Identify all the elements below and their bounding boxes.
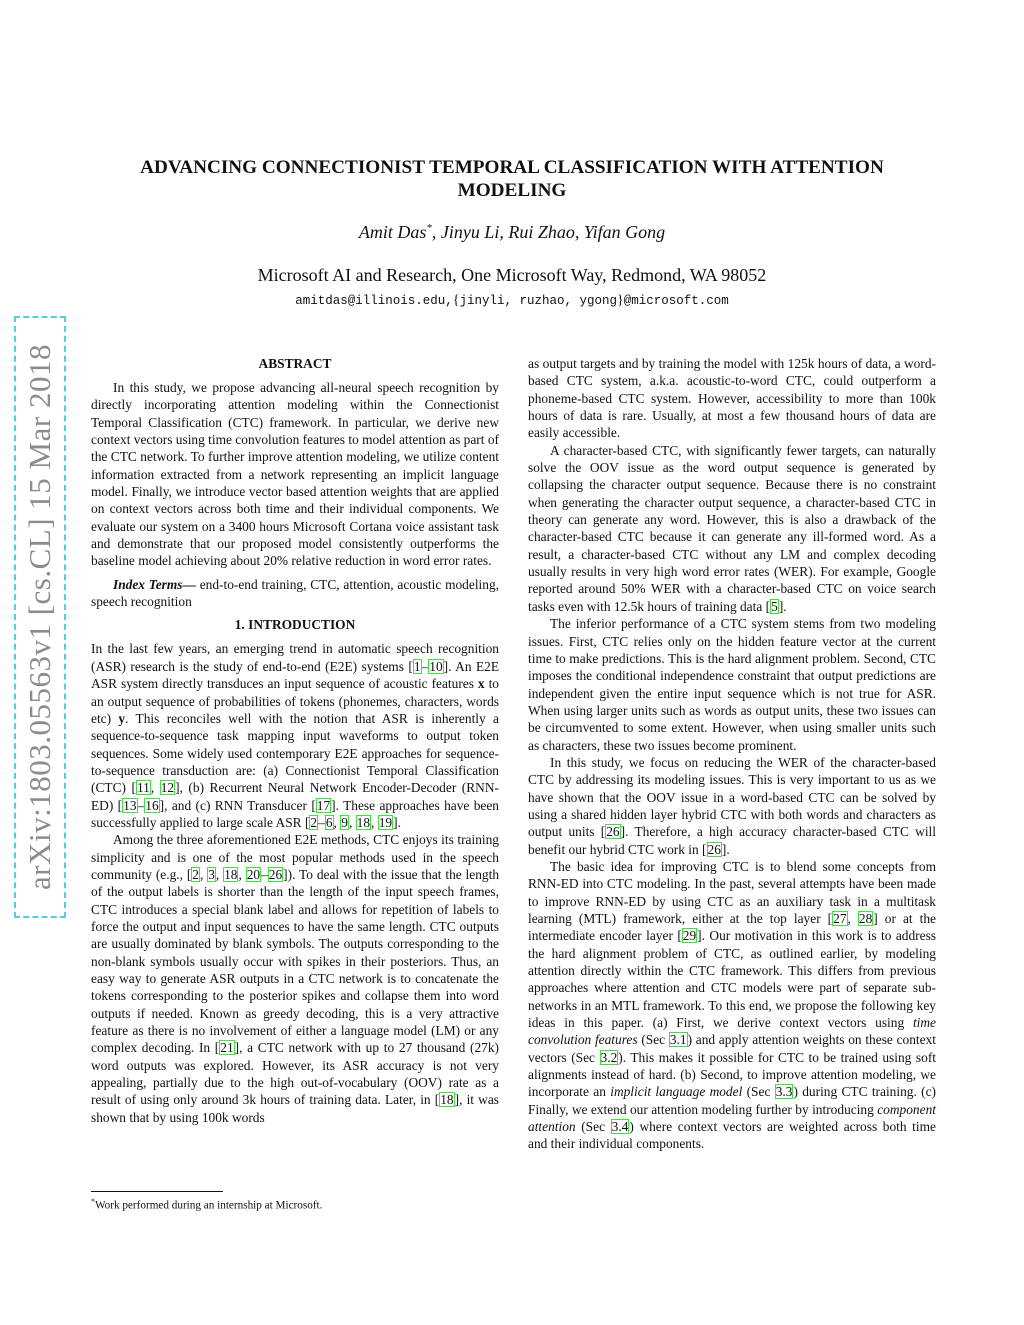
symbol-x: x	[477, 676, 485, 692]
text-run: ) during CTC training. (c) Finally, we extend our attention modeling further by introducing	[528, 1084, 936, 1117]
citation-link[interactable]: 2	[310, 814, 318, 830]
intro-heading: 1. INTRODUCTION	[234, 617, 356, 633]
citation-link[interactable]: 13	[123, 797, 137, 813]
text-run: –	[421, 658, 429, 674]
email-open-brace: {	[452, 293, 460, 308]
text-run: ].	[721, 841, 730, 857]
text-run: ].	[778, 598, 787, 614]
text-run: ], it was shown that by using 100k words	[91, 1092, 499, 1125]
symbol-y: y	[118, 710, 126, 726]
citation-link[interactable]: 18	[356, 814, 371, 830]
title-line-1: ADVANCING CONNECTIONIST TEMPORAL CLASSIFICATION WITH ATTENTION	[140, 157, 884, 178]
author-footnote-mark: *	[426, 222, 432, 234]
title-line-2: MODELING	[457, 180, 567, 201]
text-run: ].	[393, 814, 401, 830]
text-run: Among the three aforementioned E2E methods, CTC enjoys its training simplicity and is one of the most popular methods used in the speech community (e.g., [	[91, 832, 499, 882]
text-run: ,	[215, 866, 224, 882]
arxiv-stamp	[14, 316, 66, 918]
email-close-brace: }	[617, 293, 624, 308]
right-paragraph-3: The inferior performance of a CTC system stems from two modeling issues. First, CTC relies only on the hidden feature vector at the current time to make predictions. This is the hard alignment problem. Second, CTC imposes the conditional independence constraint that output predictions are independent given the entire input sequence which is not true for ASR. When using larger units such as words as output units, these two issues can be circumvented to some extent. However, when using smaller units such as characters, these two issues become prominent.	[528, 616, 936, 753]
text-run: ]. These approaches have been successfully applied to large scale ASR [	[91, 797, 499, 830]
intro-paragraph-1	[91, 640, 499, 831]
text-run: In the last few years, an emerging trend in automatic speech recognition (ASR) research is the study of end-to-end (E2E) systems [	[91, 641, 499, 674]
text-run: –	[318, 814, 325, 830]
citation-link[interactable]: 21	[220, 1040, 234, 1056]
right-paragraph-5	[528, 858, 936, 1153]
text-run: to an output sequence of probabilities of tokens (phonemes, characters, words etc)	[91, 676, 500, 726]
author-rest: , Jinyu Li, Rui Zhao, Yifan Gong	[431, 222, 666, 242]
text-run: ,	[847, 911, 858, 926]
intro-paragraph-2	[91, 831, 499, 1126]
section-link[interactable]: 3.2	[600, 1049, 618, 1065]
citation-link[interactable]: 27	[833, 911, 847, 926]
affiliation: Microsoft AI and Research, One Microsoft Way, Redmond, WA 98052	[257, 265, 767, 285]
citation-link[interactable]: 28	[858, 911, 873, 926]
emphasis: time convolution features	[528, 1015, 936, 1048]
right-paragraph-1: as output targets and by training the model with 125k hours of data, a word-based CTC system, a.k.a. acoustic-to-word CTC, could outperform a phoneme-based CTC system. However, accessibility to more than 100k hours of data is rare. Usually, at most a few thousand hours of data are easily accessible.	[528, 356, 936, 441]
text-run: ) where context vectors are weighted across both time and their individual components.	[528, 1119, 936, 1152]
email-primary: amitdas@illinois.edu,	[295, 294, 453, 308]
abstract-heading: ABSTRACT	[258, 356, 332, 371]
emphasis: component attention	[528, 1101, 936, 1135]
citation-link[interactable]: 10	[429, 658, 443, 674]
citation-link[interactable]: 20	[246, 866, 261, 882]
paper-title	[100, 156, 924, 202]
citation-link[interactable]: 16	[145, 797, 159, 813]
text-run: ,	[348, 814, 356, 830]
text-run: –	[261, 866, 268, 882]
citation-link[interactable]: 26	[707, 841, 721, 857]
text-run: ,	[199, 866, 208, 882]
emphasis: implicit language model	[610, 1084, 743, 1100]
text-run: A character-based CTC, with significantly fewer targets, can naturally solve the OOV issue as the word output sequence is generated by collapsing the character output sequence. Because there is no constraint when generating the character output sequence, a character-based CTC in theory can generate any word. However, this is also a drawback of the character-based CTC because it can generate any ill-formed word. As a result, a character-based CTC without any LM and complex decoding usually results in very high word error rates (WER). For example, Google reported around 50% WER with a character-based CTC on voice search tasks even with 12.5k hours of training data [	[528, 442, 936, 614]
citation-link[interactable]: 18	[224, 866, 238, 882]
citation-link[interactable]: 6	[325, 814, 333, 830]
citation-link[interactable]: 29	[682, 928, 697, 944]
section-link[interactable]: 3.3	[775, 1084, 793, 1100]
citation-link[interactable]: 2	[192, 866, 199, 882]
text-run: ,	[333, 814, 341, 830]
text-run: ). This makes it possible for CTC to be trained using soft alignments instead of hard. (b) Second, to improve attention modeling, we incorporate an	[528, 1049, 936, 1100]
citation-link[interactable]: 3	[208, 866, 215, 882]
index-terms-label: Index Terms—	[113, 576, 196, 592]
text-run: ] or at the intermediate encoder layer [	[528, 911, 936, 944]
citation-link[interactable]: 5	[771, 598, 778, 614]
footnote	[91, 1195, 499, 1213]
citation-link[interactable]: 11	[136, 780, 150, 796]
text-run: (Sec	[575, 1119, 611, 1135]
section-link[interactable]: 3.4	[611, 1119, 629, 1135]
author-first: Amit Das	[358, 222, 427, 242]
right-paragraph-4	[528, 754, 936, 858]
text-run: ], a CTC network with up to 27 thousand (27k) word outputs was explored. However, its ASR accuracy is not very appealing, partially due to the high out-of-vocabulary (OOV) rate as a result of using only around 3k hours of training data. Later, in [	[91, 1040, 499, 1108]
email-domain: @microsoft.com	[623, 294, 729, 308]
text-run: (Sec	[637, 1032, 669, 1048]
text-run: . This reconciles well with the notion that ASR is inherently a sequence-to-sequence task mapping input waveforms to output token sequences. Some widely used contemporary E2E approaches for sequence-to-sequence transduction are: (a) Connectionist Temporal Classification (CTC) [	[91, 710, 499, 796]
text-run: (Sec	[742, 1084, 775, 1100]
emails	[0, 293, 1024, 309]
citation-link[interactable]: 12	[160, 780, 175, 796]
text-run: In this study, we focus on reducing the WER of the character-based CTC by addressing its modeling issues. This is very important to us as we have shown that the OOV issue in a word-based CTC can be solved by using a shared hidden layer hybrid CTC with both words and characters as output units [	[528, 754, 936, 840]
section-link[interactable]: 3.1	[669, 1032, 687, 1048]
email-group: jinyli, ruzhao, ygong	[459, 294, 618, 308]
text-run: –	[137, 797, 145, 813]
footnote-mark: *	[91, 1197, 95, 1206]
right-column	[528, 355, 936, 1153]
abstract-text: In this study, we propose advancing all-neural speech recognition by directly incorporating attention modeling within the Connectionist Temporal Classification (CTC) framework. In particular, we derive new context vectors using time convolution features to model attention as part of the CTC network. To further improve attention modeling, we utilize content information extracted from a network representing an implicit language model. Finally, we introduce vector based attention weights that are applied on context vectors across both time and their individual components. We evaluate our system on a 3400 hours Microsoft Cortana voice assistant task and demonstrate that our proposed model consistently outperforms the baseline model achieving about 20% relative reduction in word error rates.	[91, 380, 499, 569]
left-column	[91, 355, 499, 1126]
text-run: The basic idea for improving CTC is to blend some concepts from RNN-ED into CTC modeling. In the past, several attempts have been made to improve RNN-ED by using CTC as an auxiliary task in a multitask learning (MTL) framework, either at the top layer [	[528, 858, 936, 926]
citation-link[interactable]: 18	[440, 1092, 454, 1108]
citation-link[interactable]: 9	[341, 814, 348, 830]
right-paragraph-2	[528, 442, 936, 615]
footnote-rule	[91, 1191, 223, 1192]
authors	[0, 222, 1024, 243]
text-run: ]. An E2E ASR system directly transduces an input sequence of acoustic features	[91, 658, 500, 692]
citation-link[interactable]: 17	[316, 797, 331, 813]
text-run: ,	[371, 814, 378, 830]
citation-link[interactable]: 19	[378, 814, 393, 830]
footnote-text: Work performed during an internship at Microsoft.	[95, 1199, 323, 1212]
text-run: ], and (c) RNN Transducer [	[159, 797, 316, 813]
text-run: ,	[238, 866, 246, 882]
text-run: ]). To deal with the issue that the length of the output labels is shorter than the length of the input speech frames, CTC introduces a special blank label and allows for repetition of labels to force the output and input sequences to have the same length. CTC outputs are usually dominated by blank symbols. The outputs corresponding to the non-blank symbols usually occur with spikes in their posteriors. Thus, an easy way to generate ASR outputs in a CTC network is to concatenate the tokens corresponding to the posterior spikes and collapse them into word outputs if needed. Known as greedy decoding, this is a very attractive feature as there is no involvement of either a language model (LM) or any complex decoding. In [	[91, 866, 500, 1056]
text-run: ], (b) Recurrent Neural Network Encoder-Decoder (RNN-ED) [	[91, 780, 499, 813]
text-run: ]. Therefore, a high accuracy character-based CTC will benefit our hybrid CTC work in [	[528, 824, 937, 857]
index-terms-text: end-to-end training, CTC, attention, acoustic modeling, speech recognition	[91, 576, 499, 610]
citation-link[interactable]: 26	[606, 824, 620, 840]
text-run: ]. Our motivation in this work is to address the hard alignment problem of CTC, as outlined earlier, by modeling attention directly within the CTC framework. This differs from previous approaches where attention and CTC models were part of separate sub-networks in an MTL framework. To this end, we propose the following key ideas in this paper. (a) First, we derive context vectors using	[528, 928, 936, 1031]
citation-link[interactable]: 1	[413, 658, 421, 674]
arxiv-id: arXiv:1803.05563v1 [cs.CL] 15 Mar 2018	[22, 344, 57, 890]
text-run: ,	[150, 780, 160, 796]
citation-link[interactable]: 26	[268, 866, 283, 882]
text-run: ) and apply attention weights on these context vectors (Sec	[528, 1032, 936, 1065]
index-terms	[91, 576, 499, 611]
